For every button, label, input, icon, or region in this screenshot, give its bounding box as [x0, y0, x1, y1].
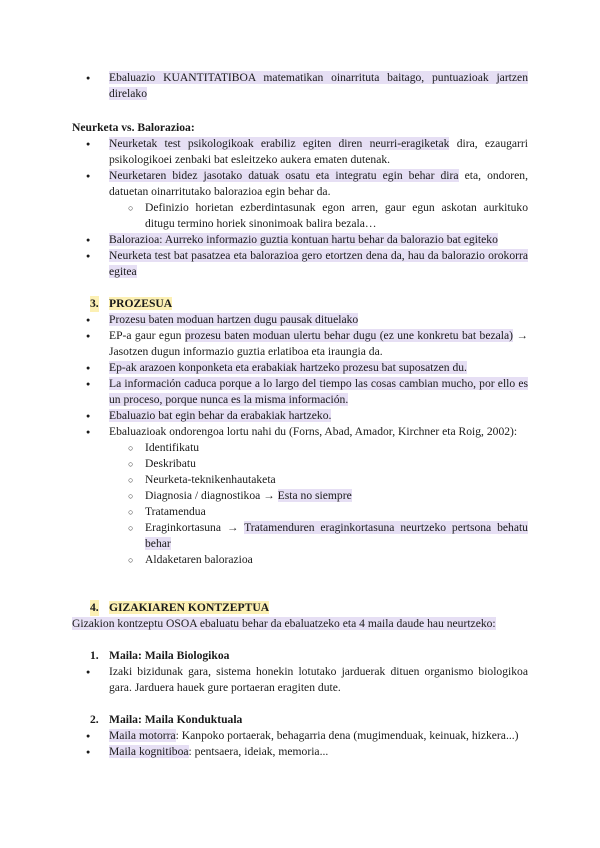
- list-item-text: → Jasotzen dugun informazio guztia erlatiboa eta iraungia da.: [109, 329, 528, 358]
- list-item: [0, 312, 600, 328]
- highlighted-text: Gizakion kontzeptu OSOA ebaluatu behar da ebaluatzeko eta 4 maila daude hau neurtzeko:: [72, 617, 496, 630]
- list-item: [0, 136, 600, 168]
- list-item: [0, 168, 600, 200]
- list-item: [0, 744, 600, 760]
- section-heading: [0, 296, 600, 312]
- subsection-number: 1.: [90, 649, 99, 662]
- list-item: [0, 664, 600, 696]
- sub-list-item-text: Eraginkortasuna →: [145, 521, 245, 534]
- sub-list-item: [0, 456, 600, 472]
- list-item: [0, 424, 600, 440]
- list-item-text: : pentsaera, ideiak, memoria...: [188, 745, 329, 758]
- subsection-title: Maila: Maila Biologikoa: [109, 649, 230, 662]
- sub-list-item: [0, 504, 600, 520]
- list-item: [0, 248, 600, 280]
- section-number: 3.: [90, 297, 99, 310]
- highlighted-text: Ep-ak arazoen konponketa eta erabakiak hartzeko prozesu bat suposatzen du.: [109, 361, 467, 374]
- list-item: [0, 728, 600, 744]
- highlighted-text: Maila kognitiboa: [109, 745, 189, 758]
- intro-section: [0, 70, 600, 102]
- kontzeptua-section: [0, 600, 600, 632]
- sub-list-item: [0, 440, 600, 456]
- maila2-section: [0, 712, 600, 760]
- prozesua-section: [0, 296, 600, 568]
- sub-list-item-text: Identifikatu: [145, 441, 200, 454]
- section-number: 4.: [90, 601, 99, 614]
- sub-list-item-text: Tratamendua: [145, 505, 206, 518]
- section-title: PROZESUA: [109, 297, 173, 310]
- sub-list-item-text: Deskribatu: [145, 457, 196, 470]
- sub-list-item-text: Diagnosia / diagnostikoa →: [145, 489, 278, 502]
- sub-list-item-text: Definizio horietan ezberdintasunak egon arren, gaur egun askotan aurkituko ditugu termino horiek sinonimoak balira bezala…: [145, 201, 528, 230]
- neurketa-section: [0, 120, 600, 280]
- highlighted-text: Tratamenduren eraginkortasuna neurtzeko pertsona behatu behar: [145, 521, 528, 550]
- sub-list-item: [0, 488, 600, 504]
- section-title: GIZAKIAREN KONTZEPTUA: [109, 601, 270, 614]
- highlighted-text: Neurketa test bat pasatzea eta balorazioa gero etortzen dena da, hau da balorazio orokorra egitea: [109, 249, 528, 278]
- list-item-text: : Kanpoko portaerak, behagarria dena (mugimenduak, keinuak, hizkera...): [175, 729, 519, 742]
- section-heading: Neurketa vs. Balorazioa:: [72, 121, 195, 134]
- sub-list-item-text: Neurketa-teknikenhautaketa: [145, 473, 276, 486]
- highlighted-text: Neurketaren bidez jasotako datuak osatu eta integratu egin behar dira: [109, 169, 459, 182]
- list-item: [0, 408, 600, 424]
- list-item-text: Ebaluazioak ondorengoa lortu nahi du (Forns, Abad, Amador, Kirchner eta Roig, 2002):: [109, 425, 518, 438]
- sub-list-item: [0, 520, 600, 552]
- highlighted-text: La información caduca porque a lo largo del tiempo las cosas cambian mucho, por ello es un proceso, porque nunca es la misma información.: [109, 377, 528, 406]
- highlighted-text: Balorazioa: Aurreko informazio guztia kontuan hartu behar da balorazio bat egiteko: [109, 233, 498, 246]
- list-item-text: Izaki bizidunak gara, sistema honekin lotutako jarduerak dituen organismo biologikoa gara. Jarduera hauek gure portaeran eragiten dute.: [109, 665, 528, 694]
- highlighted-text: Ebaluazio KUANTITATIBOA matematikan oinarrituta baitago, puntuazioak jartzen direlako: [109, 71, 528, 100]
- highlighted-text: Maila motorra: [109, 729, 176, 742]
- list-item: [0, 376, 600, 408]
- paragraph: [0, 616, 600, 632]
- subsection-number: 2.: [90, 713, 99, 726]
- highlighted-text: prozesu baten moduan ulertu behar dugu (ez une konkretu bat bezala): [184, 329, 513, 342]
- list-item: [0, 232, 600, 248]
- subsection-title: Maila: Maila Konduktuala: [109, 713, 243, 726]
- sub-list-item: [0, 472, 600, 488]
- highlighted-text: Ebaluazio bat egin behar da erabakiak hartzeko.: [109, 409, 332, 422]
- list-item-text: dira, ezaugarri psikologikoei zenbaki bat esleitzeko aukera ematen dutenak.: [109, 137, 529, 166]
- list-item-text: eta, ondoren, datuetan oinarritutako balorazioa egin behar da.: [109, 169, 528, 198]
- maila1-section: [0, 648, 600, 696]
- sub-list-item-text: Aldaketaren balorazioa: [145, 553, 253, 566]
- highlighted-text: Neurketak test psikologikoak erabiliz egiten diren neurri-eragiketak: [109, 137, 450, 150]
- section-heading: [0, 600, 600, 616]
- sub-list-item: [0, 200, 600, 232]
- list-item: [0, 70, 600, 102]
- subsection-heading: [0, 648, 600, 664]
- list-item: [0, 360, 600, 376]
- highlighted-text: Esta no siempre: [277, 489, 352, 502]
- list-item: [0, 328, 600, 360]
- sub-list-item: [0, 552, 600, 568]
- subsection-heading: [0, 712, 600, 728]
- list-item-text: EP-a gaur egun: [109, 329, 185, 342]
- highlighted-text: Prozesu baten moduan hartzen dugu pausak dituelako: [109, 313, 359, 326]
